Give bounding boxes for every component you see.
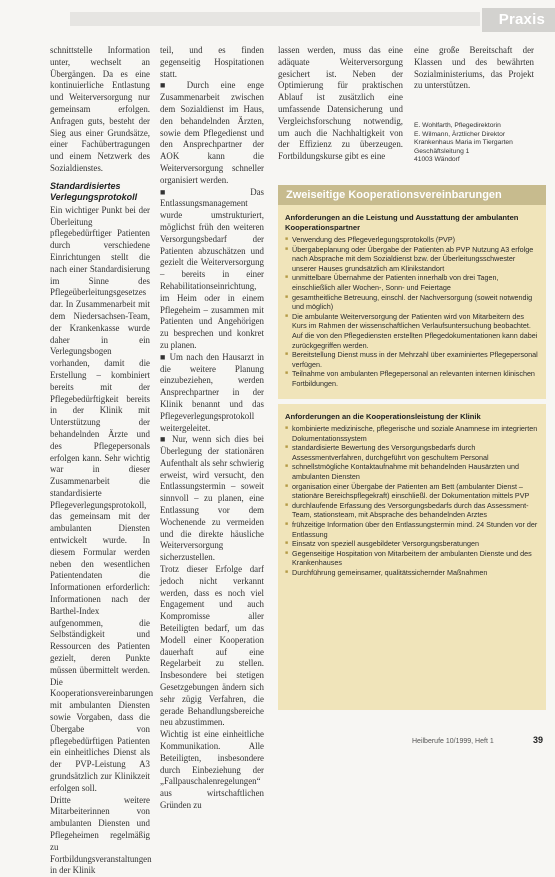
list-item: ■ durchlaufende Erfassung des Versorgungsbedarfs durch das Assessment-Team, stationsteam, mit Absprache des behandelnden Arztes — [285, 501, 539, 520]
address-line: Krankenhaus Maria im Tiergarten — [414, 139, 513, 147]
address-line: E. Wohlfarth, Pflegedirektorin — [414, 122, 501, 129]
paragraph: eine große Bereitschaft der Klassen und des bewährten Sozialministeriums, das Projekt zu unterstützen. — [414, 45, 534, 91]
list-item: ■ Verwendung des Pflegeverlegungsprotokolls (PVP) — [285, 235, 539, 245]
list-item: ■ frühzeitige Information über den Entlassungstermin mind. 24 Stunden vor der Entlassung — [285, 520, 539, 539]
paragraph: Wichtig ist eine einheitliche Kommunikation. Alle Beteiligten, insbesondere durch Einbeziehung der „Fallpauschalenregelungen“ aus wirtschaftlichen Gründen zu — [160, 729, 264, 810]
text-column-2 — [160, 45, 264, 810]
list-item: ■ gesamtheitliche Betreuung, einschl. der Nachversorgung (soweit notwendig und möglich) — [285, 293, 539, 312]
section-heading: Anforderungen an die Leistung und Ausstattung der ambulanten Kooperationspartner — [285, 213, 519, 232]
author-address — [414, 122, 539, 165]
ambulant-requirements-section — [278, 213, 546, 389]
header-band — [70, 12, 480, 26]
text-column-3 — [278, 45, 403, 175]
requirements-list — [285, 424, 539, 578]
address-line: Geschäftsleitung 1 — [414, 147, 470, 155]
list-item: ■ Übergabeplanung oder Übergabe der Patienten ab PVP Nutzung A3 erfolge nach Absprache mit dem Sozialdienst bzw. der Überleitungsschwester unserer Hauses grundsätzlich am Klinikstandort — [285, 245, 539, 274]
page-number: 39 — [533, 735, 544, 745]
address-line: 41003 Wändorf — [414, 156, 460, 164]
list-item: ■ Gegenseitige Hospitation von Mitarbeitern der ambulanten Dienste und des Krankenhauses — [285, 549, 539, 568]
paragraph: teil, und es finden gegenseitig Hospitationen statt. — [160, 45, 264, 79]
paragraph: Ein wichtiger Punkt bei der Überleitung pflegebedürftiger Patienten durch verschiedene Einrichtungen stellt die nach einer Standardisierung im Sinne des Pflegeüberleitungsgesetzes dar. In Zusammenarbeit mit dem Niedersachsen-Team, der Krankenkasse wurde daher in ein Verlegungsbogen vorhanden, damit die Erstellung – kombiniert bereits mit der Pflegebedürftigkeit bereits in der Klinik mit Unterstützung der behandelnden Ärzte und des Pflegepersonals erfolgen kann. Sehr wichtig war in dieser Zusammenarbeit die standardisierte Pflegeverlegungsprotokoll, das gemeinsam mit der ambulanten Diensten entwickelt wurde. In diesem Formular werden neben den wesentlichen Patientendaten die Informationen erforderlich: Informationen nach der Barthel-Index aufgenommen, die Selbständigkeit und Ressourcen des Patienten gezielt, deren Punkte müssen übermittelt werden. Die Kooperationsvereinbarungen mit ambulanten Diensten sowie Vorgaben, dass die Übergabe von pflegebedürftigen Patienten ein einheitliches Dienst als der PVP-Leistung A3 grundsätzlich zur Klinikzeit erfolgen soll. — [50, 204, 154, 793]
header-bar — [0, 8, 555, 32]
journal-footer: Heilberufe 10/1999, Heft 1 — [412, 738, 494, 745]
clinic-requirements-section — [278, 412, 546, 578]
list-item: ■ organisation einer Übergabe der Patienten am Bett (ambulanter Dienst – stationäre Bereichspflegekraft) einschließl. der Dokumentation mittels PVP — [285, 482, 539, 501]
paragraph: ■ Durch eine enge Zusammenarbeit zwischen dem Sozialdienst im Haus, den behandelnden Ärzten, sowie dem Pflegedienst und den Ansprechpartner der AOK kann die Weiterversorgung schneller organisiert werden. — [160, 80, 264, 185]
list-item: ■ unmittelbare Übernahme der Patienten innerhalb von drei Tagen, einschließlich aller Wochen-, Sonn- und Feiertage — [285, 273, 539, 292]
requirements-list — [285, 235, 539, 389]
list-item: ■ schnellstmögliche Kontaktaufnahme mit behandelnden Hausärzten und ambulanten Diensten — [285, 462, 539, 481]
section-heading: Anforderungen an die Kooperationsleistung der Klinik — [285, 411, 481, 421]
list-item: ■ Einsatz von speziell ausgebildeter Versorgungsberatungen — [285, 539, 539, 549]
paragraph: ■ Nur, wenn sich dies bei Überlegung der stationären Aufenthalt als sehr schwierig erweist, wird versucht, den Entlassungstermin – soweit sinnvoll – zu planen, eine Entlassung vor dem Wochenende zu vermeiden und die direkte häusliche Weiterversorgung sicherzustellen. — [160, 434, 264, 563]
text-column-4 — [414, 45, 534, 105]
subheading: Standardisiertes Verlegungsprotokoll — [50, 180, 138, 202]
paragraph: schnittstelle Information unter, wechselt an Übergängen. Da es eine kontinuierliche Entlastung und Weiterversorgung nur gemeinsam erfolgen. Anfragen guts, besteht der Sieg aus einer Grundsätze, einer Fachübertragungen und einem Netzwerk des Sozialdienstes. — [50, 45, 150, 173]
list-item: ■ Die ambulante Weiterversorgung der Patienten wird von Mitarbeitern des Kurs im Rahmen der wissenschaftlichen Verlaufsuntersuchung beobachtet. Auf die von den Pflegediensten erstellten Pflegedokumentationen kann dabei zurückgegriffen werden. — [285, 312, 539, 350]
list-item: ■ Durchführung gemeinsamer, qualitätssichernder Maßnahmen — [285, 568, 539, 578]
box-title: Zweiseitige Kooperationsvereinbarungen — [278, 185, 546, 205]
section-title: Praxis — [498, 11, 545, 28]
list-item: ■ Bereitstellung Dienst muss in der Mehrzahl über examiniertes Pflegepersonal verfügen. — [285, 350, 539, 369]
paragraph: lassen werden, muss das eine adäquate Weiterversorgung gesichert ist. Neben der Optimierung für praktischen Ablauf ist zusätzlich eine umfassende Datensicherung und Vergleichsforschung notwendig, um auch die Nachhaltigkeit von der Effizienz zu überzeugen. Fortbildungskurse gibt es eine — [278, 45, 403, 162]
address-line: E. Wilmann, Ärztlicher Direktor — [414, 130, 506, 138]
paragraph: Dritte weitere Mitarbeiterinnen von ambulanten Diensten und Pflegeheimen regelmäßig zu Fortbildungsveranstaltungen in der Klinik — [50, 794, 152, 876]
paragraph: ■ Das Entlassungsmanagement wurde umstrukturiert, möglichst früh den weiteren Versorgungsbedarf der Patienten abzuschätzen und gezielt die Weiterversorgung – bereits in einer Rehabilitationseinrichtung, im Heim oder in einem Pflegeheim – zusammen mit Patienten und Angehörigen zu besprechen und konkret zu planen. — [160, 186, 264, 350]
list-item: ■ Teilnahme von ambulanten Pflegepersonal an relevanten internen klinischen Fortbildungen. — [285, 369, 539, 388]
cooperation-box — [278, 185, 546, 710]
paragraph: ■ Um nach den Hausarzt in die weitere Planung einzubeziehen, werden Ansprechpartner in der Klinik benannt und das Pflegeverlegungsprotokoll weitergeleitet. — [160, 351, 264, 433]
list-item: ■ standardisierte Bewertung des Versorgungsbedarfs durch Assessmentverfahren, durchgeführt von geschultem Personal — [285, 443, 539, 462]
list-item: ■ kombinierte medizinische, pflegerische und soziale Anamnese im integrierten Dokumentationssystem — [285, 424, 539, 443]
box-divider — [278, 399, 546, 404]
text-column-1 — [50, 45, 154, 876]
paragraph: Trotz dieser Erfolge darf jedoch nicht verkannt werden, dass es noch viel Engagement und auch Kompromisse aller Beteiligten bedarf, um das Modell einer Kooperation dauerhaft auf eine Regelarbeit zu stellen. Insbesondere bei stetigen Gesetzgebungen ändern sich sehr zügig Verfahren, die gerade Behandlungsbereiche neu abzustimmen. — [160, 564, 264, 728]
